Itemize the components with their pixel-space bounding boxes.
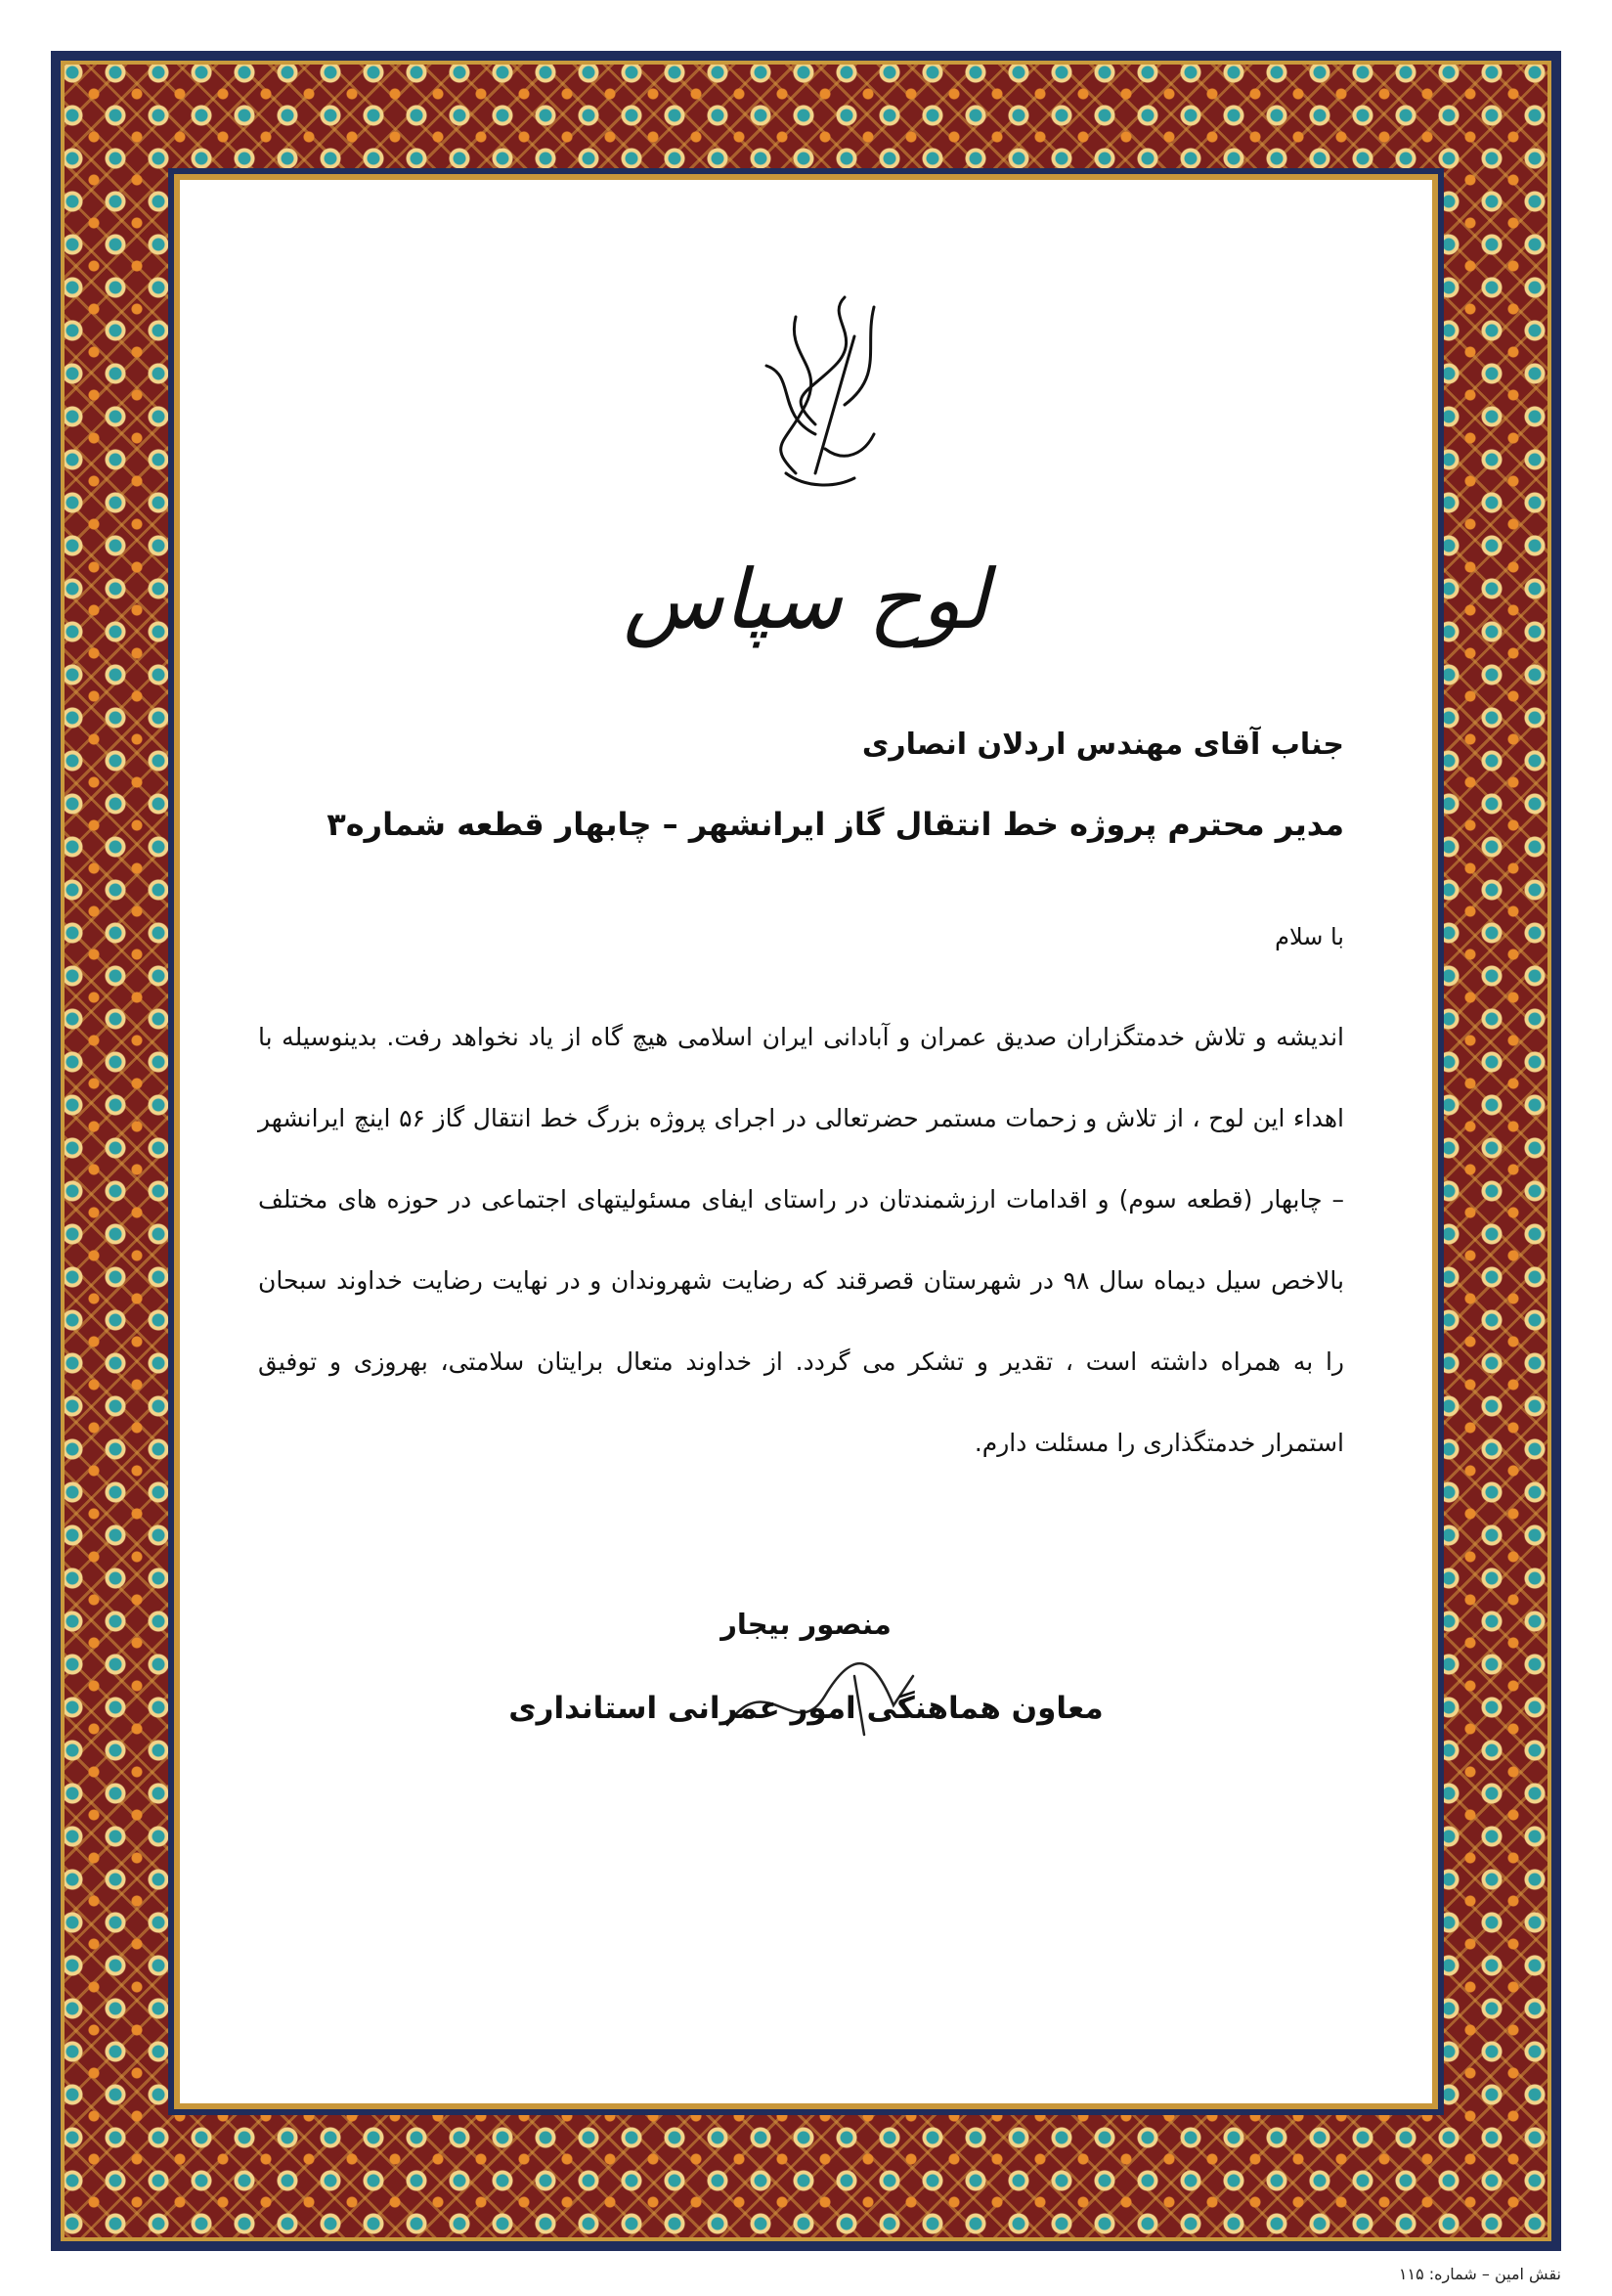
inner-border — [168, 168, 1444, 2115]
recipient-name: جناب آقای مهندس اردلان انصاری — [861, 728, 1344, 762]
recipient-position: مدیر محترم پروژه خط انتقال گاز ایرانشهر – چابهار قطعه شماره۳ — [327, 806, 1344, 843]
inner-border-gold — [174, 174, 1438, 2109]
bismillah-calligraphy-icon — [727, 278, 903, 503]
certificate-body — [180, 180, 1432, 2103]
signer-title: معاون هماهنگی امور عمرانی استانداری — [508, 1691, 1104, 1726]
signer-name: منصور بیجار — [720, 1608, 892, 1641]
greeting: با سلام — [1275, 923, 1344, 950]
footer-note: نقش امین – شماره: ۱۱۵ — [1398, 2265, 1561, 2283]
certificate-title: لوح سپاس — [623, 552, 989, 647]
body-paragraph: اندیشه و تلاش خدمتگزاران صدیق عمران و آبادانی ایران اسلامی هیچ گاه از یاد نخواهد رفت. بدینوسیله با اهداء این لوح ، از تلاش و زحمات مستمر حضرتعالی در اجرای پروژه بزرگ خط انتقال گاز ۵۶ اینچ ایرانشهر – چابهار (قطعه سوم) و اقدامات ارزشمندتان در راستای ایفای مسئولیتهای اجتماعی در حوزه های مختلف بالاخص سیل دیماه سال ۹۸ در شهرستان قصرقند که رضایت شهروندان و در نهایت رضایت خداوند سبحان را به همراه داشته است ، تقدیر و تشکر می گردد. از خداوند متعال برایتان سلامتی، بهروزی و توفیق استمرار خدمتگذاری را مسئلت دارم. — [258, 1023, 1345, 1457]
